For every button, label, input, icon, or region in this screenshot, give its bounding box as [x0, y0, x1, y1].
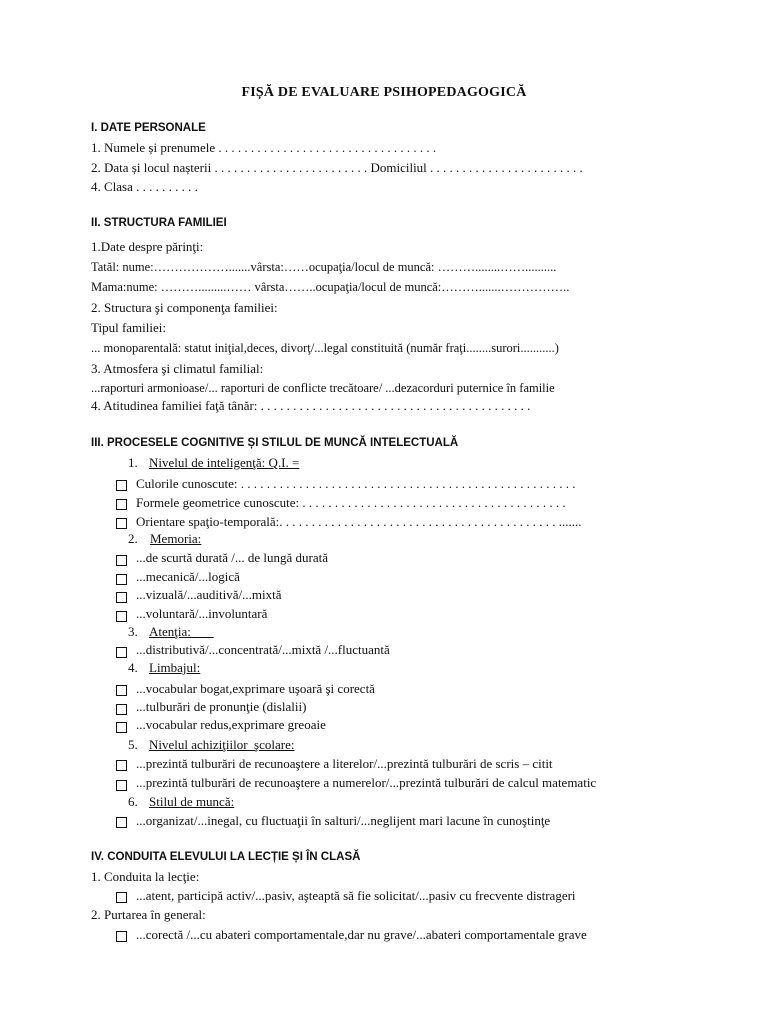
label-numbers: ...prezintă tulburări de recunoaştere a numerelor/...prezintă tulburări de calcul matematic: [136, 775, 597, 790]
line-lesson-conduct: 1. Conduita la lecţie:: [91, 869, 200, 884]
label-memory-sense: ...vizuală/...auditivă/...mixtă: [136, 587, 282, 602]
line-family-attitude: 4. Atitudinea familiei faţă tânăr: . . . . . . . . . . . . . . . . . . . . . . . . . . . . . . . . . . . . . . . . . .: [91, 398, 531, 413]
item-number-5: 5.: [128, 737, 138, 752]
section-heading-cognitive: III. PROCESELE COGNITIVE ȘI STILUL DE MUNCĂ INTELECTUALĂ: [91, 437, 459, 449]
section-heading-family: II. STRUCTURA FAMILIEI: [91, 217, 227, 229]
line-parents-data: 1.Date despre părinţi:: [91, 239, 204, 254]
item-number-3: 3.: [128, 624, 138, 639]
label-letters: ...prezintă tulburări de recunoaştere a literelor/...prezintă tulburări de scris – citit: [136, 756, 553, 771]
subheading-school-achievement: Nivelul achiziţiilor şcolare:: [149, 737, 295, 752]
section-heading-personal-data: I. DATE PERSONALE: [91, 122, 206, 134]
line-general-behavior: 2. Purtarea în general:: [91, 907, 206, 922]
checkbox-memory-will[interactable]: [116, 611, 127, 622]
label-vocabulary-rich: ...vocabular bogat,exprimare uşoară şi corectă: [136, 681, 375, 696]
subheading-attention: Atenţia:: [149, 624, 214, 639]
checkbox-general-behavior[interactable]: [116, 931, 127, 942]
checkbox-memory-duration[interactable]: [116, 555, 127, 566]
label-general-behavior: ...corectă /...cu abateri comportamentale,dar nu grave/...abateri comportamentale grave: [136, 927, 587, 942]
checkbox-vocabulary-poor[interactable]: [116, 722, 127, 733]
checkbox-lesson-conduct[interactable]: [116, 892, 127, 903]
item-number-6: 6.: [128, 794, 138, 809]
section-heading-conduct: IV. CONDUITA ELEVULUI LA LECȚIE ȘI ÎN CLASĂ: [91, 851, 361, 863]
label-memory-will: ...voluntară/...involuntară: [136, 606, 268, 621]
document-title: FIȘĂ DE EVALUARE PSIHOPEDAGOGICĂ: [241, 85, 527, 100]
line-family-atmosphere: 3. Atmosfera şi climatul familial:: [91, 361, 264, 376]
subheading-language: Limbajul:: [149, 660, 201, 675]
field-class: 4. Clasa . . . . . . . . . .: [91, 179, 198, 194]
checkbox-memory-type[interactable]: [116, 574, 127, 585]
subheading-work-style: Stilul de muncă:: [149, 794, 235, 809]
subheading-memory: Memoria:: [150, 531, 202, 546]
line-family-structure: 2. Structura şi componenţa familiei:: [91, 300, 278, 315]
label-shapes: Formele geometrice cunoscute: . . . . . . . . . . . . . . . . . . . . . . . . . . . . . . . . . . . . . . . . .: [136, 495, 566, 510]
label-vocabulary-poor: ...vocabular redus,exprimare greoaie: [136, 717, 326, 732]
label-attention: ...distributivă/...concentrată/...mixtă /...fluctuantă: [136, 642, 390, 657]
line-atmosphere-options: ...raporturi armonioase/... raporturi de conflicte trecătoare/ ...dezacorduri puternice în familie: [91, 381, 555, 395]
line-family-type: Tipul familiei:: [91, 320, 166, 335]
line-family-type-options: ... monoparentală: statut iniţial,deces, divorţ/...legal constituită (număr fraţi........surori...........): [91, 341, 559, 355]
checkbox-vocabulary-rich[interactable]: [116, 685, 127, 696]
checkbox-memory-sense[interactable]: [116, 592, 127, 603]
field-birth-domicile: 2. Data și locul nașterii . . . . . . . . . . . . . . . . . . . . . . . . Domiciliul . . . . . . . . . . . . . . . . . . . . . . . .: [91, 160, 583, 175]
item-number-2: 2.: [128, 531, 138, 546]
label-memory-type: ...mecanică/...logică: [136, 569, 240, 584]
subheading-intelligence: Nivelul de inteligenţă: Q.I. =: [149, 455, 300, 470]
label-memory-duration: ...de scurtă durată /... de lungă durată: [136, 550, 329, 565]
checkbox-letters[interactable]: [116, 760, 127, 771]
field-name: 1. Numele și prenumele . . . . . . . . . . . . . . . . . . . . . . . . . . . . . . . . . .: [91, 140, 437, 155]
checkbox-work-style[interactable]: [116, 817, 127, 828]
line-mother: Mama:nume: ……….........…… vârsta……..ocupaţia/locul de muncă:……….......……………..: [91, 280, 570, 294]
item-number-1: 1.: [128, 455, 138, 470]
checkbox-colors[interactable]: [116, 480, 127, 491]
label-work-style: ...organizat/...inegal, cu fluctuaţii în salturi/...neglijent mari lacune în cunoştinţe: [136, 813, 551, 828]
checkbox-numbers[interactable]: [116, 780, 127, 791]
checkbox-attention[interactable]: [116, 647, 127, 658]
label-colors: Culorile cunoscute: . . . . . . . . . . . . . . . . . . . . . . . . . . . . . . . . . . . . . . . . . . . . . . . . . . . .: [136, 476, 576, 491]
label-orientation: Orientare spaţio-temporală:. . . . . . . . . . . . . . . . . . . . . . . . . . . . . . . . . . . . . . . . . . . .......: [136, 514, 582, 529]
checkbox-pronunciation[interactable]: [116, 704, 127, 715]
line-father: Tatăl: nume:……………….......vârsta:……ocupaţia/locul de muncă: ………........……..........: [91, 260, 557, 274]
checkbox-shapes[interactable]: [116, 499, 127, 510]
label-pronunciation: ...tulburări de pronunţie (dislalii): [136, 699, 307, 714]
item-number-4: 4.: [128, 660, 138, 675]
checkbox-orientation[interactable]: [116, 518, 127, 529]
label-lesson-conduct: ...atent, participă activ/...pasiv, aşteaptă să fie solicitat/...pasiv cu frecvente distrageri: [136, 888, 576, 903]
